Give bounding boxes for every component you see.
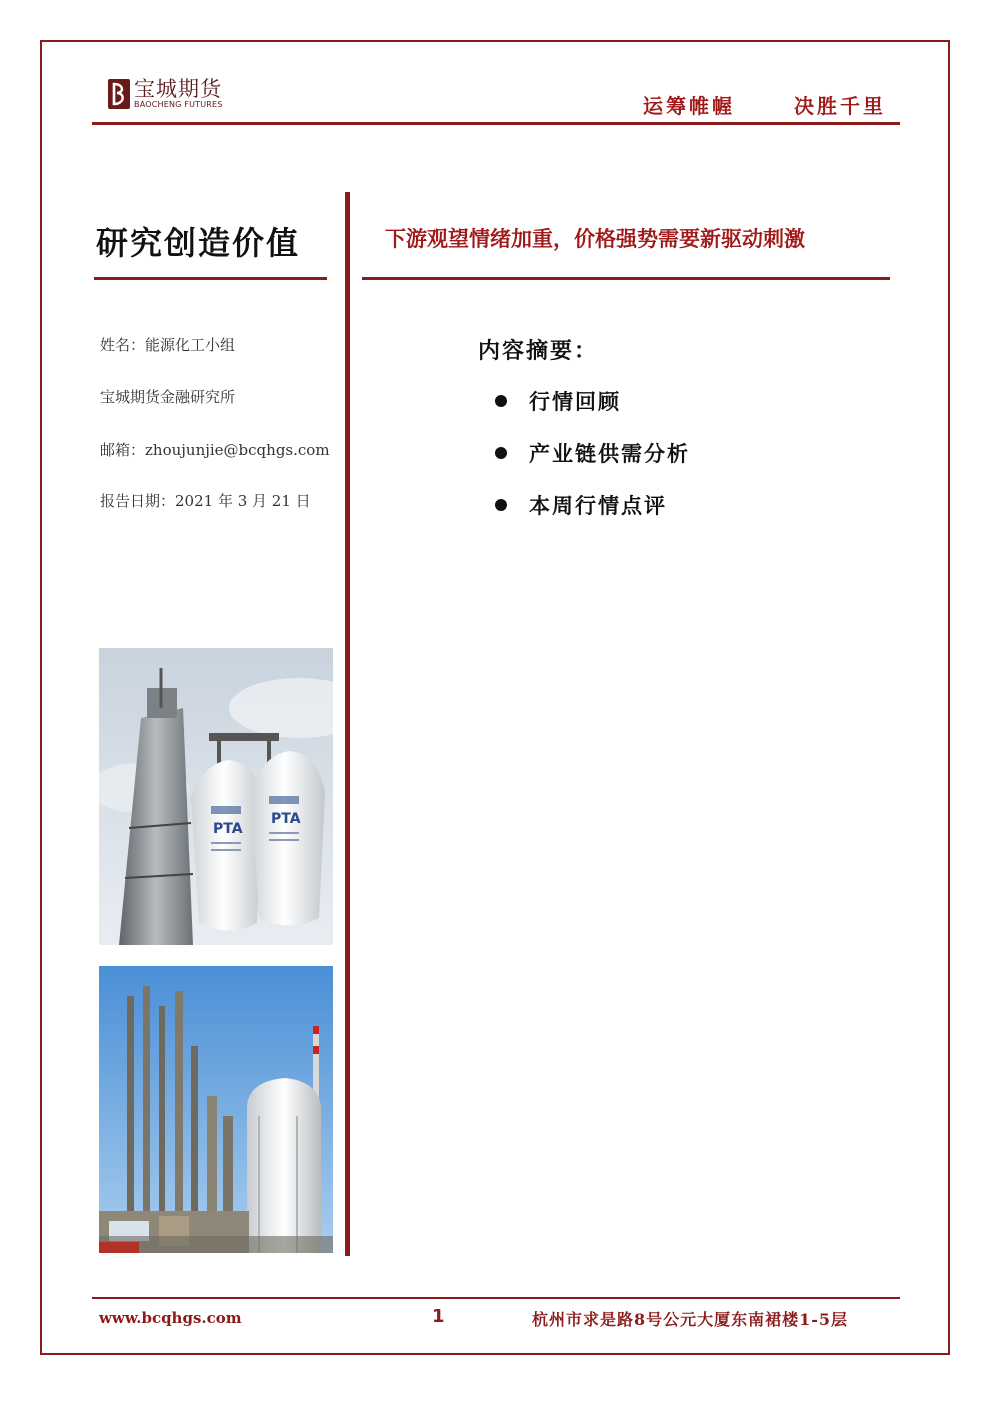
pta-bags-photo [99, 648, 333, 945]
summary-item [495, 490, 667, 520]
logo-english-name: BAOCHENG FUTURES [134, 100, 223, 109]
header-divider [92, 122, 900, 125]
report-date: 报告日期：2021 年 3 月 21 日 [100, 492, 311, 510]
footer-website[interactable]: www.bcqhgs.com [99, 1309, 242, 1327]
page-number: 1 [432, 1306, 445, 1327]
refinery-photo [99, 966, 333, 1253]
slogan-part-2: 决胜千里 [794, 94, 886, 118]
bag-label: PTA [213, 821, 243, 837]
bullet-icon [495, 395, 507, 407]
organization: 宝城期货金融研究所 [100, 388, 236, 406]
summary-item-label: 本周行情点评 [529, 493, 667, 518]
page-title: 研究创造价值 [96, 224, 301, 262]
bag-label: PTA [271, 811, 301, 827]
footer-address: 杭州市求是路8号公元大厦东南裙楼1-5层 [532, 1310, 849, 1329]
bullet-icon [495, 499, 507, 511]
logo-mark-icon [108, 79, 130, 109]
right-title-underline [362, 277, 890, 280]
summary-heading: 内容摘要： [478, 338, 599, 364]
summary-item-label: 行情回顾 [529, 389, 621, 414]
company-logo [108, 78, 223, 110]
summary-item [495, 438, 690, 468]
summary-item-label: 产业链供需分析 [529, 441, 690, 466]
author-email[interactable]: 邮箱：zhoujunjie@bcqhgs.com [100, 441, 330, 459]
vertical-divider [345, 192, 350, 1256]
logo-chinese-name: 宝城期货 [134, 77, 222, 101]
report-headline: 下游观望情绪加重，价格强势需要新驱动刺激 [385, 227, 805, 251]
left-title-underline [94, 277, 327, 280]
footer-divider [92, 1297, 900, 1299]
author-name: 姓名：能源化工小组 [100, 336, 236, 354]
summary-item [495, 386, 621, 416]
slogan-part-1: 运筹帷幄 [643, 94, 735, 118]
bullet-icon [495, 447, 507, 459]
